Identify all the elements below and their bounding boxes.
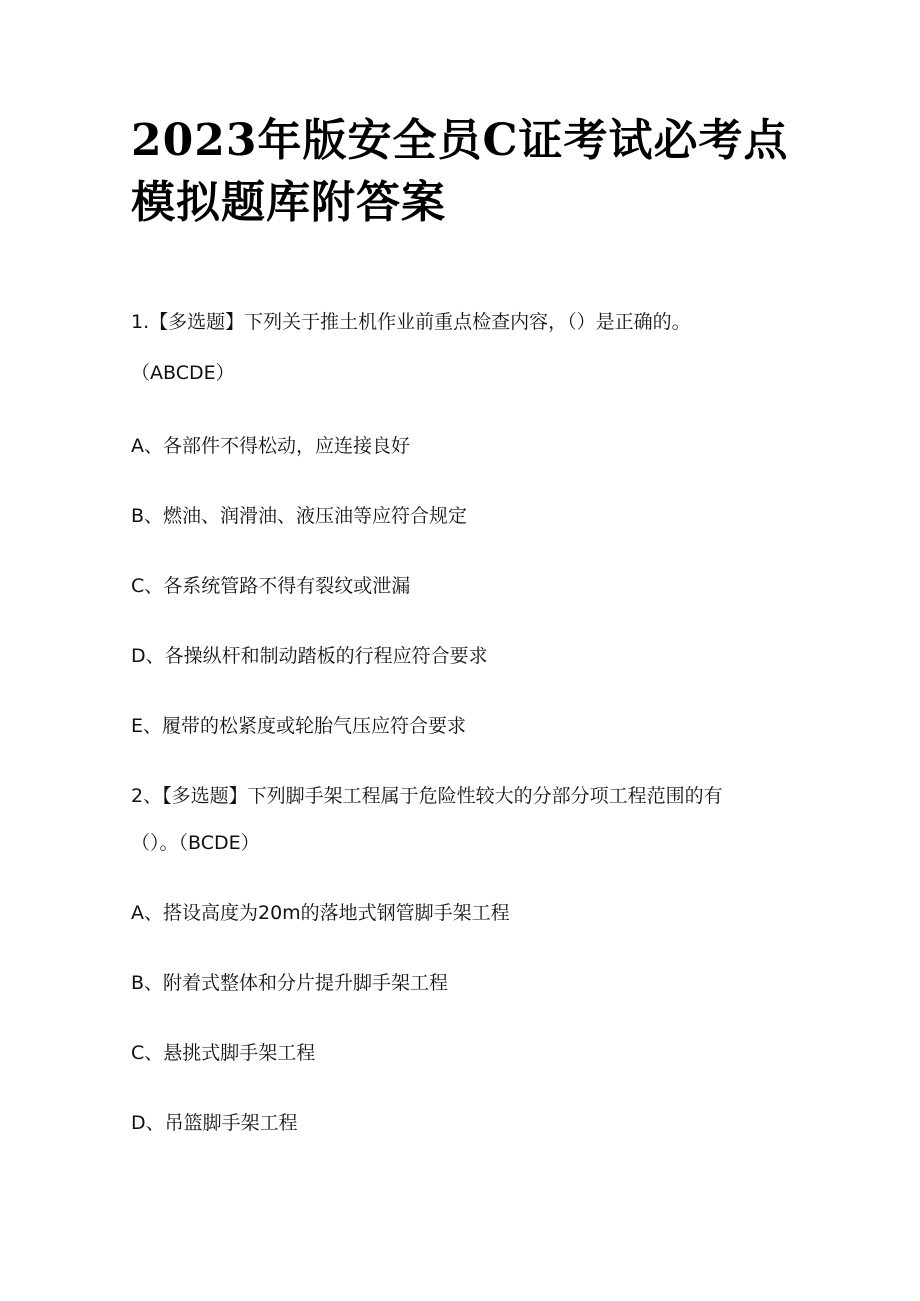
question-1-answer: （ABCDE） — [131, 362, 235, 384]
question-2-option-d: D、吊篮脚手架工程 — [131, 1112, 298, 1134]
document-title: 2023年版安全员C证考试必考点模拟题库附答案 — [131, 115, 789, 228]
question-2-option-c: C、悬挑式脚手架工程 — [131, 1042, 316, 1064]
question-1-option-a: A、各部件不得松动，应连接良好 — [131, 435, 410, 457]
question-1-stem: 1.【多选题】下列关于推土机作业前重点检查内容，（）是正确的。 — [131, 311, 691, 333]
question-1-option-d: D、各操纵杆和制动踏板的行程应符合要求 — [131, 645, 488, 667]
question-2-option-b: B、附着式整体和分片提升脚手架工程 — [131, 972, 449, 994]
question-1-option-e: E、履带的松紧度或轮胎气压应符合要求 — [131, 715, 467, 737]
question-2-answer: （）。（BCDE） — [131, 832, 260, 854]
question-1-option-c: C、各系统管路不得有裂纹或泄漏 — [131, 575, 411, 597]
question-1-option-b: B、燃油、润滑油、液压油等应符合规定 — [131, 505, 468, 527]
question-2-stem: 2、【多选题】下列脚手架工程属于危险性较大的分部分项工程范围的有 — [131, 785, 723, 807]
question-2-option-a: A、搭设高度为20m的落地式钢管脚手架工程 — [131, 902, 510, 924]
